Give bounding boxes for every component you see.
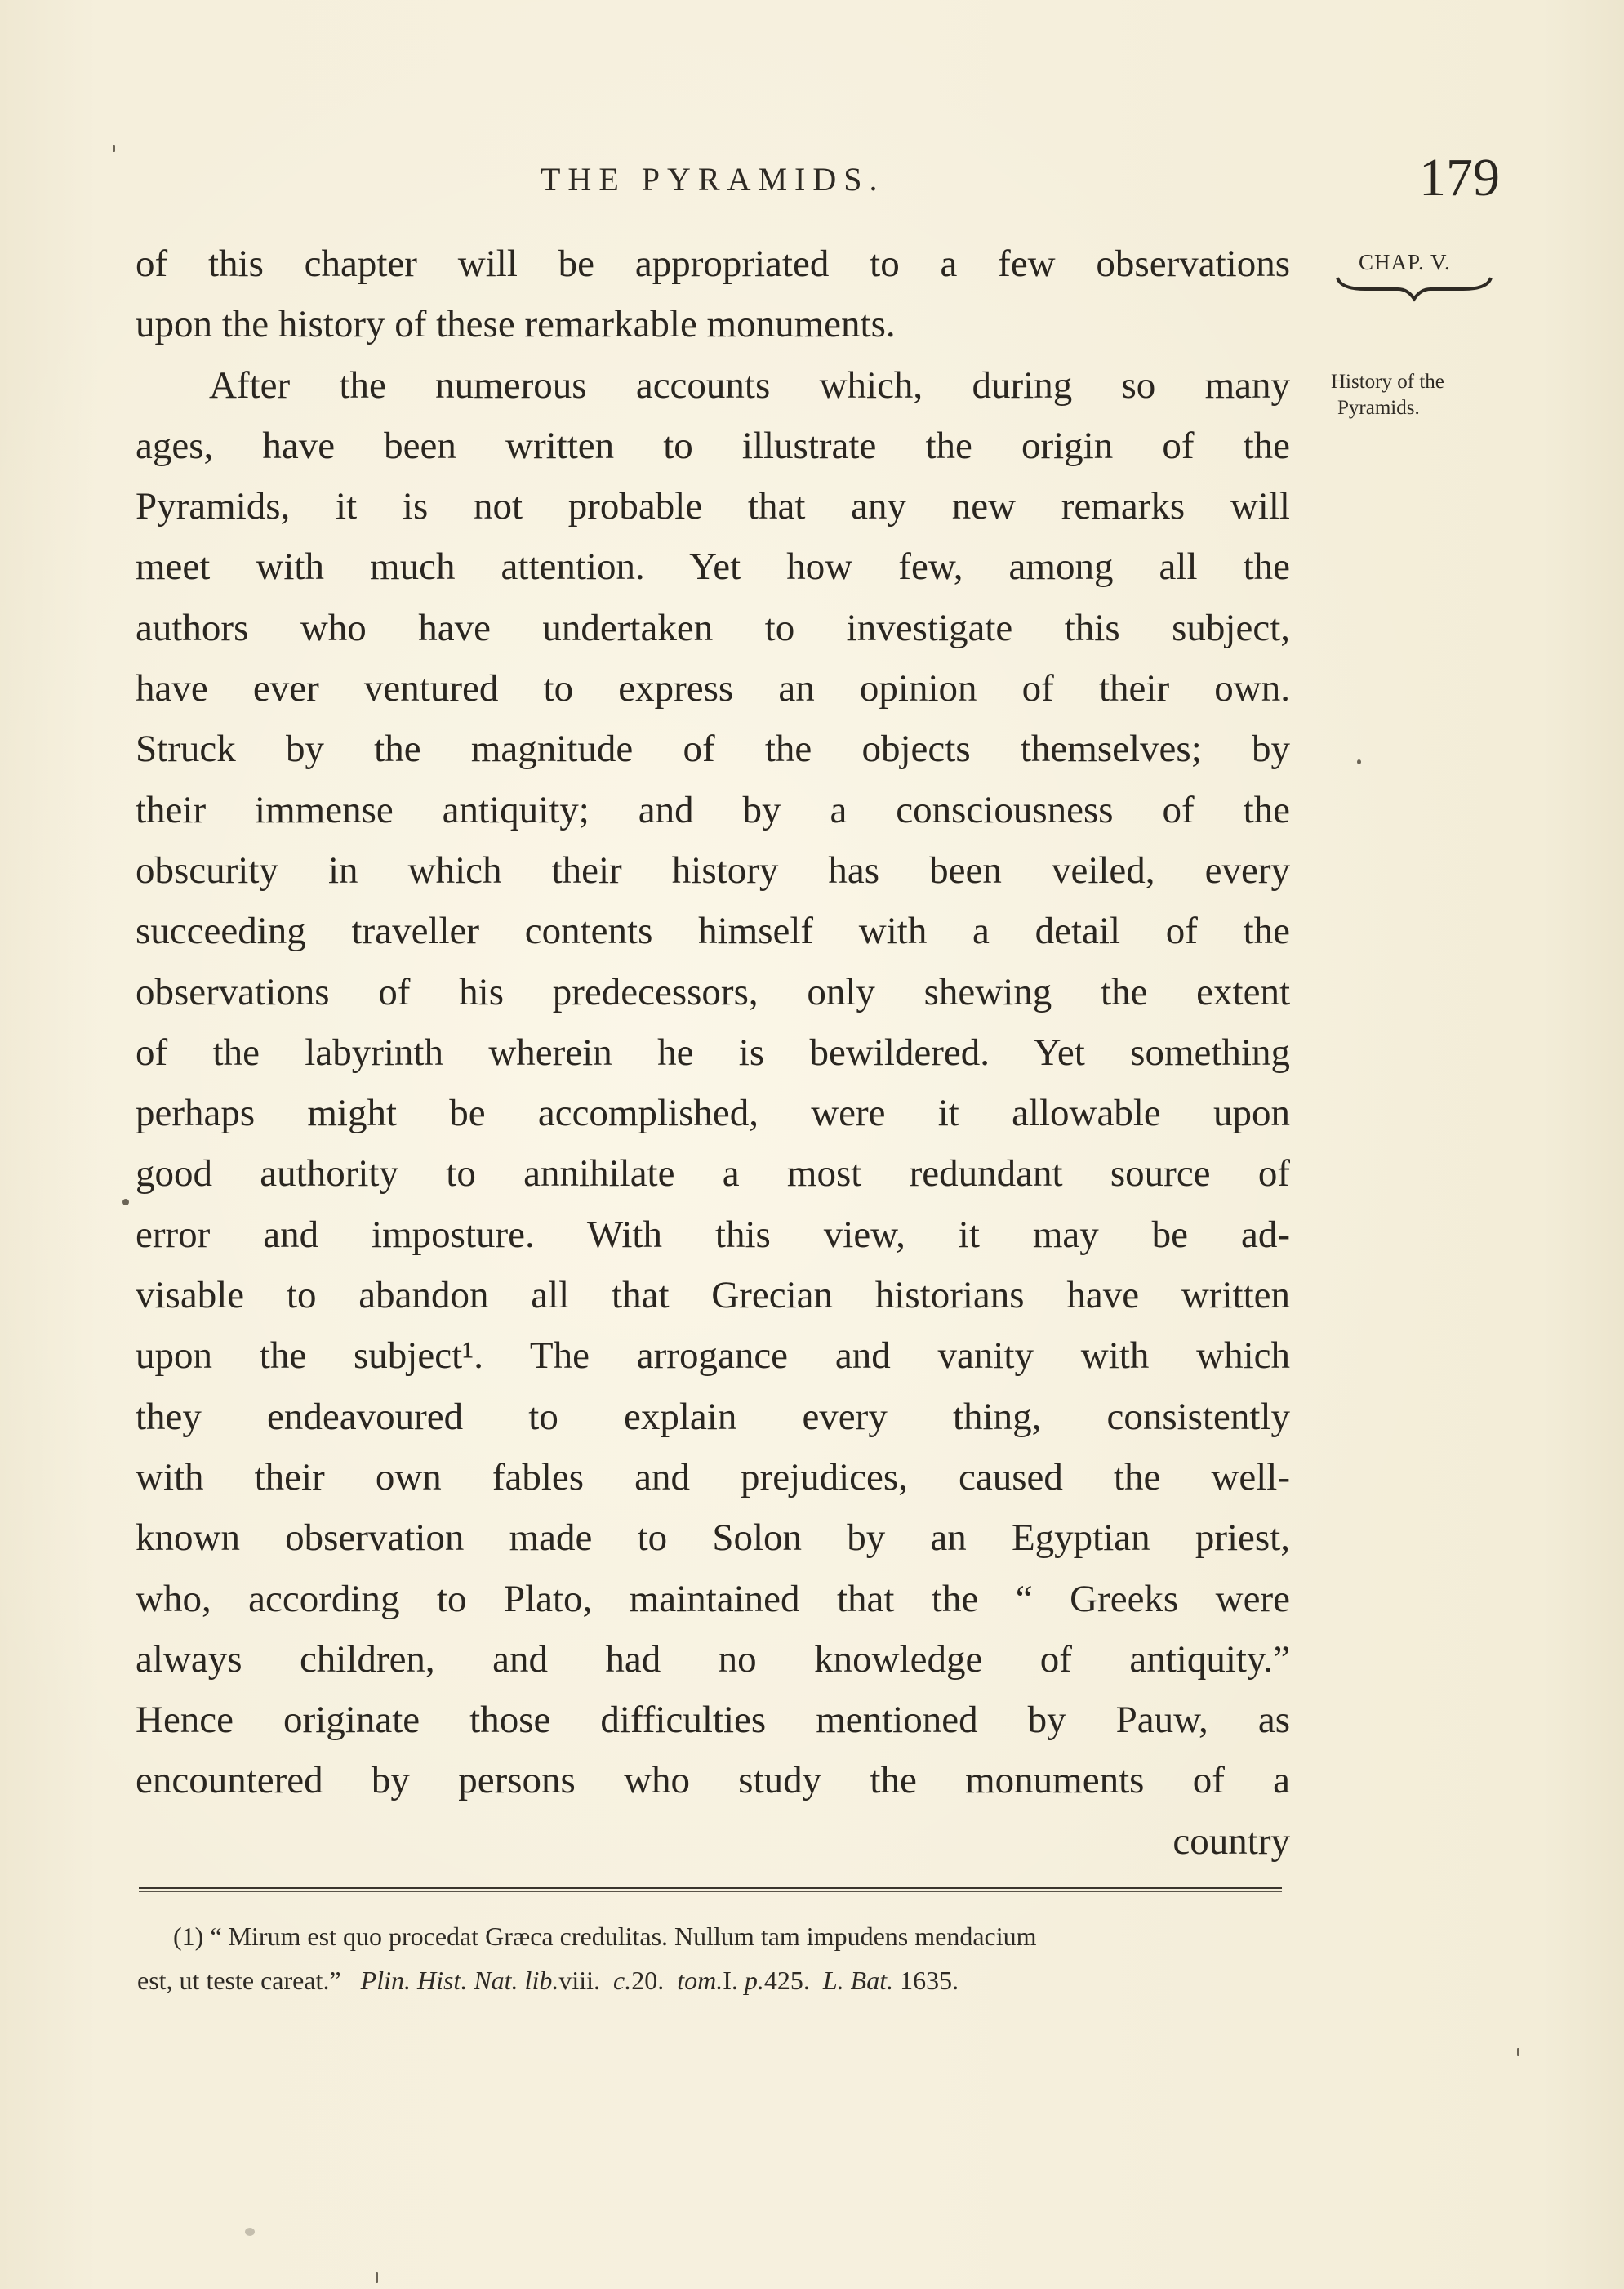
chapter-margin-note [1333, 242, 1496, 307]
text-line: of the labyrinth wherein he is bewildered. Yet something [136, 1031, 1290, 1074]
paper-speck [122, 1199, 129, 1205]
citation-source: Plin. Hist. Nat. lib. [360, 1966, 559, 1995]
text-line: with their own fables and prejudices, caused the well- [136, 1455, 1290, 1499]
chapter-label: CHAP. V. [1359, 250, 1451, 274]
text-line: upon the subject¹. The arrogance and vanity with which [136, 1334, 1290, 1378]
text-line: always children, and had no knowledge of antiquity.” [136, 1637, 1290, 1681]
body-text [136, 234, 1290, 1872]
text-line: perhaps might be accomplished, were it allowable upon [136, 1092, 1290, 1135]
paper-speck [113, 145, 115, 152]
text-line: their immense antiquity; and by a consciousness of the [136, 788, 1290, 831]
citation-page-label: p. [744, 1966, 764, 1995]
text-line: of this chapter will be appropriated to a few observations [136, 243, 1290, 285]
footnote-quote: “ Mirum est quo procedat Græca credulitas. Nullum tam impudens mendacium [210, 1922, 1037, 1951]
citation-tom-label: tom. [677, 1966, 723, 1995]
paper-speck [1517, 2048, 1519, 2056]
footnote-line [137, 1958, 1284, 2002]
margin-note-line: History of the [1331, 371, 1444, 393]
citation-edition: L. Bat. [822, 1966, 894, 1995]
footnote-marker: (1) [173, 1922, 204, 1951]
text-line: they endeavoured to explain every thing, consistently [136, 1395, 1290, 1438]
footnote [137, 1914, 1284, 2002]
text-line: obscurity in which their history has been veiled, every [136, 848, 1290, 892]
citation-tom: I. [723, 1966, 738, 1995]
citation-chapter: 20. [631, 1966, 665, 1995]
footnote-quote-end: est, ut teste careat.” [137, 1966, 341, 1995]
text-line: meet with much attention. Yet how few, among all the [136, 546, 1290, 589]
text-line: observations of his predecessors, only shewing the extent [136, 970, 1290, 1013]
citation-chapter-label: c. [613, 1966, 632, 1995]
text-line: good authority to annihilate a most redundant source of [136, 1152, 1290, 1196]
paper-speck [376, 2272, 378, 2283]
paper-speck [245, 2228, 255, 2236]
margin-note-line: Pyramids. [1337, 397, 1420, 419]
brace-ornament-icon [1333, 271, 1496, 304]
catchword: country [1172, 1819, 1290, 1863]
text-line: Hence originate those difficulties mentioned by Pauw, as [136, 1699, 1290, 1742]
citation-page: 425. [763, 1966, 810, 1995]
text-line: upon the history of these remarkable monuments. [136, 303, 896, 346]
text-line: who, according to Plato, maintained that the “ Greeks were [136, 1577, 1290, 1620]
text-line: authors who have undertaken to investigate this subject, [136, 606, 1290, 649]
text-line: have ever ventured to express an opinion of their own. [136, 667, 1290, 710]
footnote-rule [139, 1887, 1282, 1893]
history-margin-note [1331, 369, 1519, 421]
text-line: ages, have been written to illustrate the origin of the [136, 424, 1290, 467]
text-line: visable to abandon all that Grecian historians have written [136, 1274, 1290, 1317]
paper-speck [1357, 759, 1361, 764]
text-line: known observation made to Solon by an Egyptian priest, [136, 1516, 1290, 1560]
running-head: THE PYRAMIDS. [541, 161, 885, 198]
citation-year: 1635. [900, 1966, 959, 1995]
text-line: Pyramids, it is not probable that any new remarks will [136, 485, 1290, 528]
footnote-line [173, 1914, 1284, 1958]
text-line: Struck by the magnitude of the objects themselves; by [136, 728, 1290, 771]
text-line: encountered by persons who study the monuments of a [136, 1759, 1290, 1802]
text-line: error and imposture. With this view, it may be ad- [136, 1213, 1290, 1256]
citation-book: viii. [558, 1966, 600, 1995]
text-line: succeeding traveller contents himself with a detail of the [136, 910, 1290, 953]
page-number: 179 [1419, 148, 1500, 207]
text-line: After the numerous accounts which, during so many [209, 363, 1290, 407]
